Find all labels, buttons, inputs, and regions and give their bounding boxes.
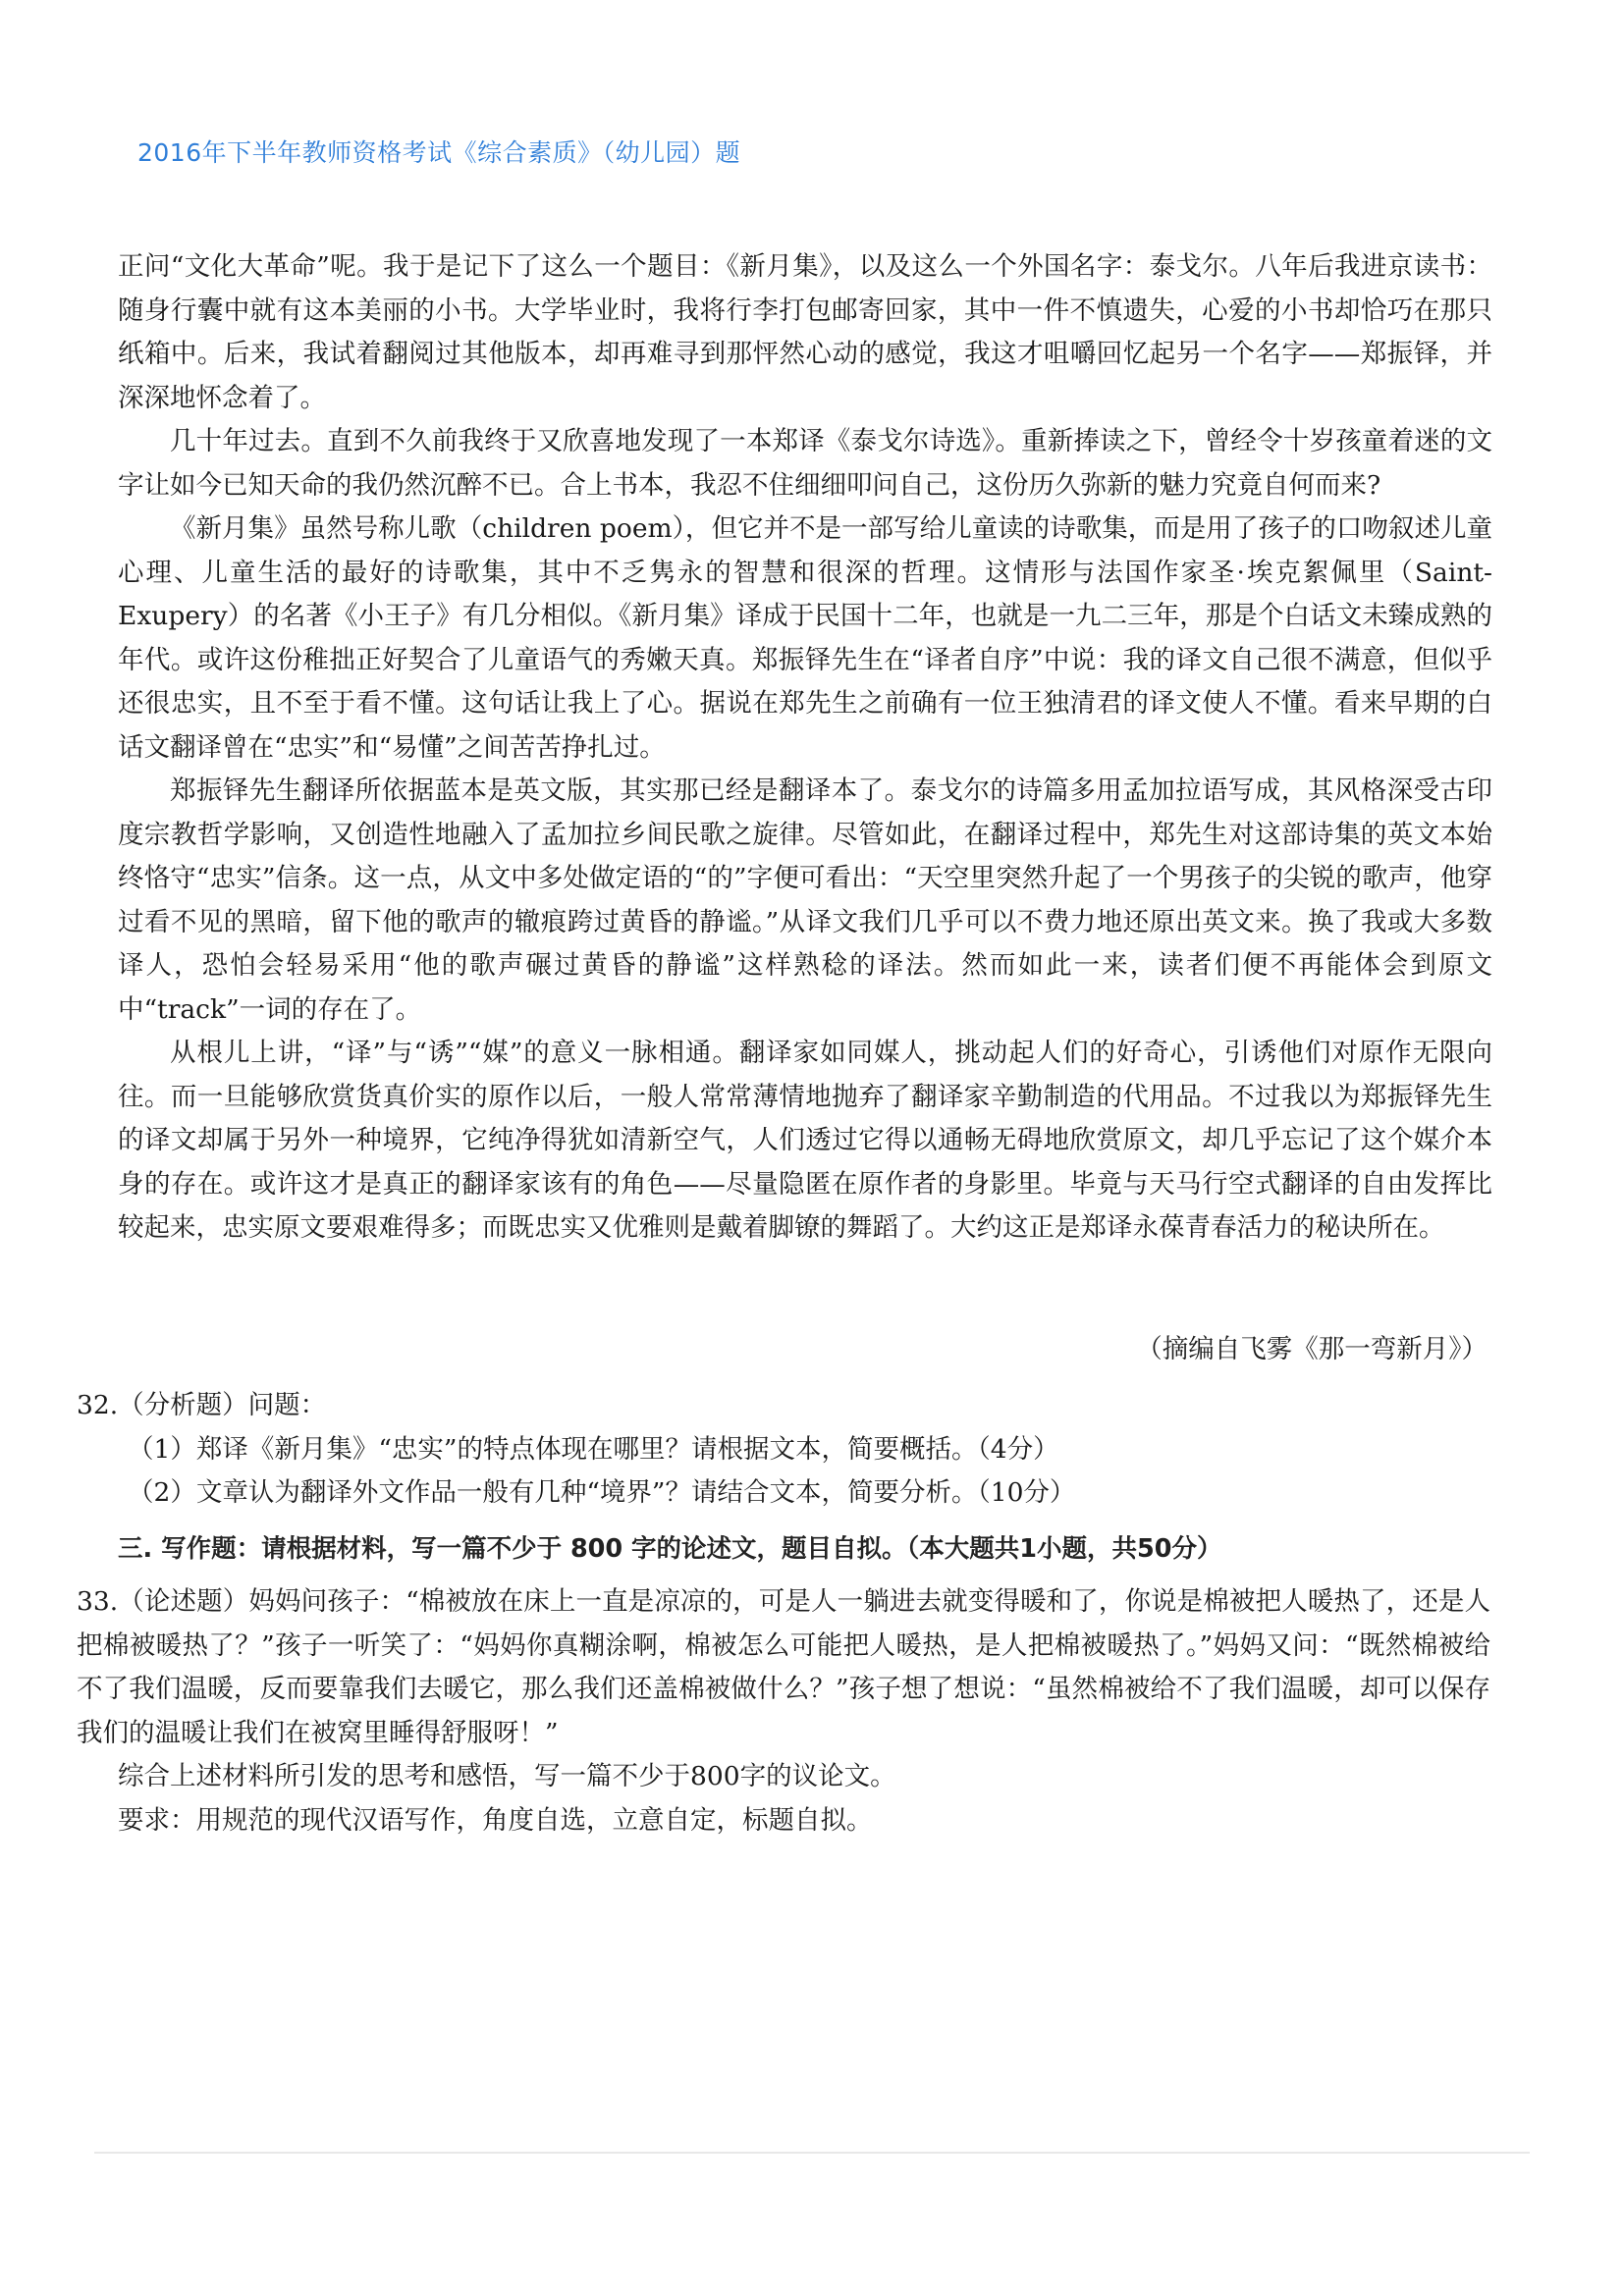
- question-32-stem: 32.（分析题）问题：: [77, 1390, 327, 1420]
- question-33-requirement: 要求：用规范的现代汉语写作，角度自选，立意自定，标题自拟。: [118, 1804, 873, 1836]
- question-33-stem: 33.（论述题）妈妈问孩子：“棉被放在床上一直是凉凉的，可是人一躺进去就变得暖和了，你说是棉被把人暖热了，还是人把棉被暖热了？”孩子一听笑了：“妈妈你真糊涂啊，棉被怎么可能把人暖热，是人把棉被暖热了。”妈妈又问：“既然棉被给不了我们温暖，反而要靠我们去暖它，那么我们还盖棉被做什么？”孩子想了想说：“虽然棉被给不了我们温暖，却可以保存我们的温暖让我们在被窝里睡得舒服呀！”: [77, 1586, 1490, 1748]
- article-source: （摘编自飞雾《那一弯新月》）: [1136, 1334, 1488, 1364]
- article-body: [118, 245, 1492, 1251]
- question-33: [77, 1580, 1490, 1842]
- article-paragraph: 郑振铎先生翻译所依据蓝本是英文版，其实那已经是翻译本了。泰戈尔的诗篇多用孟加拉语写成，其风格深受古印度宗教哲学影响，又创造性地融入了孟加拉乡间民歌之旋律。尽管如此，在翻译过程中，郑先生对这部诗集的英文本始终恪守“忠实”信条。这一点，从文中多处做定语的“的”字便可看出：“天空里突然升起了一个男孩子的尖锐的歌声，他穿过看不见的黑暗，留下他的歌声的辙痕跨过黄昏的静谧。”从译文我们几乎可以不费力地还原出英文来。换了我或大多数译人，恐怕会轻易采用“他的歌声碾过黄昏的静谧”这样熟稔的译法。然而如此一来，读者们便不再能体会到原文中“track”一词的存在了。: [118, 775, 1492, 1025]
- article-paragraph: 《新月集》虽然号称儿歌（children poem），但它并不是一部写给儿童读的诗歌集，而是用了孩子的口吻叙述儿童心理、儿童生活的最好的诗歌集，其中不乏隽永的智慧和很深的哲理。这情形与法国作家圣·埃克絮佩里（Saint-Exupery）的名著《小王子》有几分相似。《新月集》译成于民国十二年，也就是一九二三年，那是个白话文未臻成熟的年代。或许这份稚拙正好契合了儿童语气的秀嫩天真。郑振铎先生在“译者自序”中说：我的译文自己很不满意，但似乎还很忠实，且不至于看不懂。这句话让我上了心。据说在郑先生之前确有一位王独清君的译文使人不懂。看来早期的白话文翻译曾在“忠实”和“易懂”之间苦苦挣扎过。: [118, 513, 1492, 763]
- page-header-title: 2016年下半年教师资格考试《综合素质》（幼儿园）题: [137, 138, 741, 167]
- article-paragraph: 正问“文化大革命”呢。我于是记下了这么一个题目：《新月集》，以及这么一个外国名字：泰戈尔。八年后我进京读书：随身行囊中就有这本美丽的小书。大学毕业时，我将行李打包邮寄回家，其中一件不慎遗失，心爱的小书却恰巧在那只纸箱中。后来，我试着翻阅过其他版本，却再难寻到那怦然心动的感觉，我这才咀嚼回忆起另一个名字——郑振铎，并深深地怀念着了。: [118, 251, 1492, 413]
- question-32: [77, 1384, 1490, 1516]
- footer-divider: [94, 2152, 1530, 2154]
- article-paragraph: 从根儿上讲，“译”与“诱”“媒”的意义一脉相通。翻译家如同媒人，挑动起人们的好奇心，引诱他们对原作无限向往。而一旦能够欣赏货真价实的原作以后，一般人常常薄情地抛弃了翻译家辛勤制造的代用品。不过我以为郑振铎先生的译文却属于另外一种境界，它纯净得犹如清新空气，人们透过它得以通畅无碍地欣赏原文，却几乎忘记了这个媒介本身的存在。或许这才是真正的翻译家该有的角色——尽量隐匿在原作者的身影里。毕竟与天马行空式翻译的自由发挥比较起来，忠实原文要艰难得多；而既忠实又优雅则是戴着脚镣的舞蹈了。大约这正是郑译永葆青春活力的秘诀所在。: [118, 1038, 1492, 1243]
- article-paragraph: 几十年过去。直到不久前我终于又欣喜地发现了一本郑译《泰戈尔诗选》。重新捧读之下，曾经令十岁孩童着迷的文字让如今已知天命的我仍然沉醉不已。合上书本，我忍不住细细叩问自己，这份历久弥新的魅力究竟自何而来?: [118, 426, 1492, 501]
- section-three-heading: 三. 写作题：请根据材料，写一篇不少于 800 字的论述文，题目自拟。（本大题共1小题，共50分）: [118, 1534, 1222, 1564]
- question-32-sub-2: （2）文章认为翻译外文作品一般有几种“境界”？请结合文本，简要分析。（10分）: [128, 1477, 1076, 1508]
- question-32-sub-1: （1）郑译《新月集》“忠实”的特点体现在哪里？请根据文本，简要概括。（4分）: [128, 1433, 1059, 1465]
- question-33-instruction: 综合上述材料所引发的思考和感悟，写一篇不少于800字的议论文。: [118, 1761, 896, 1791]
